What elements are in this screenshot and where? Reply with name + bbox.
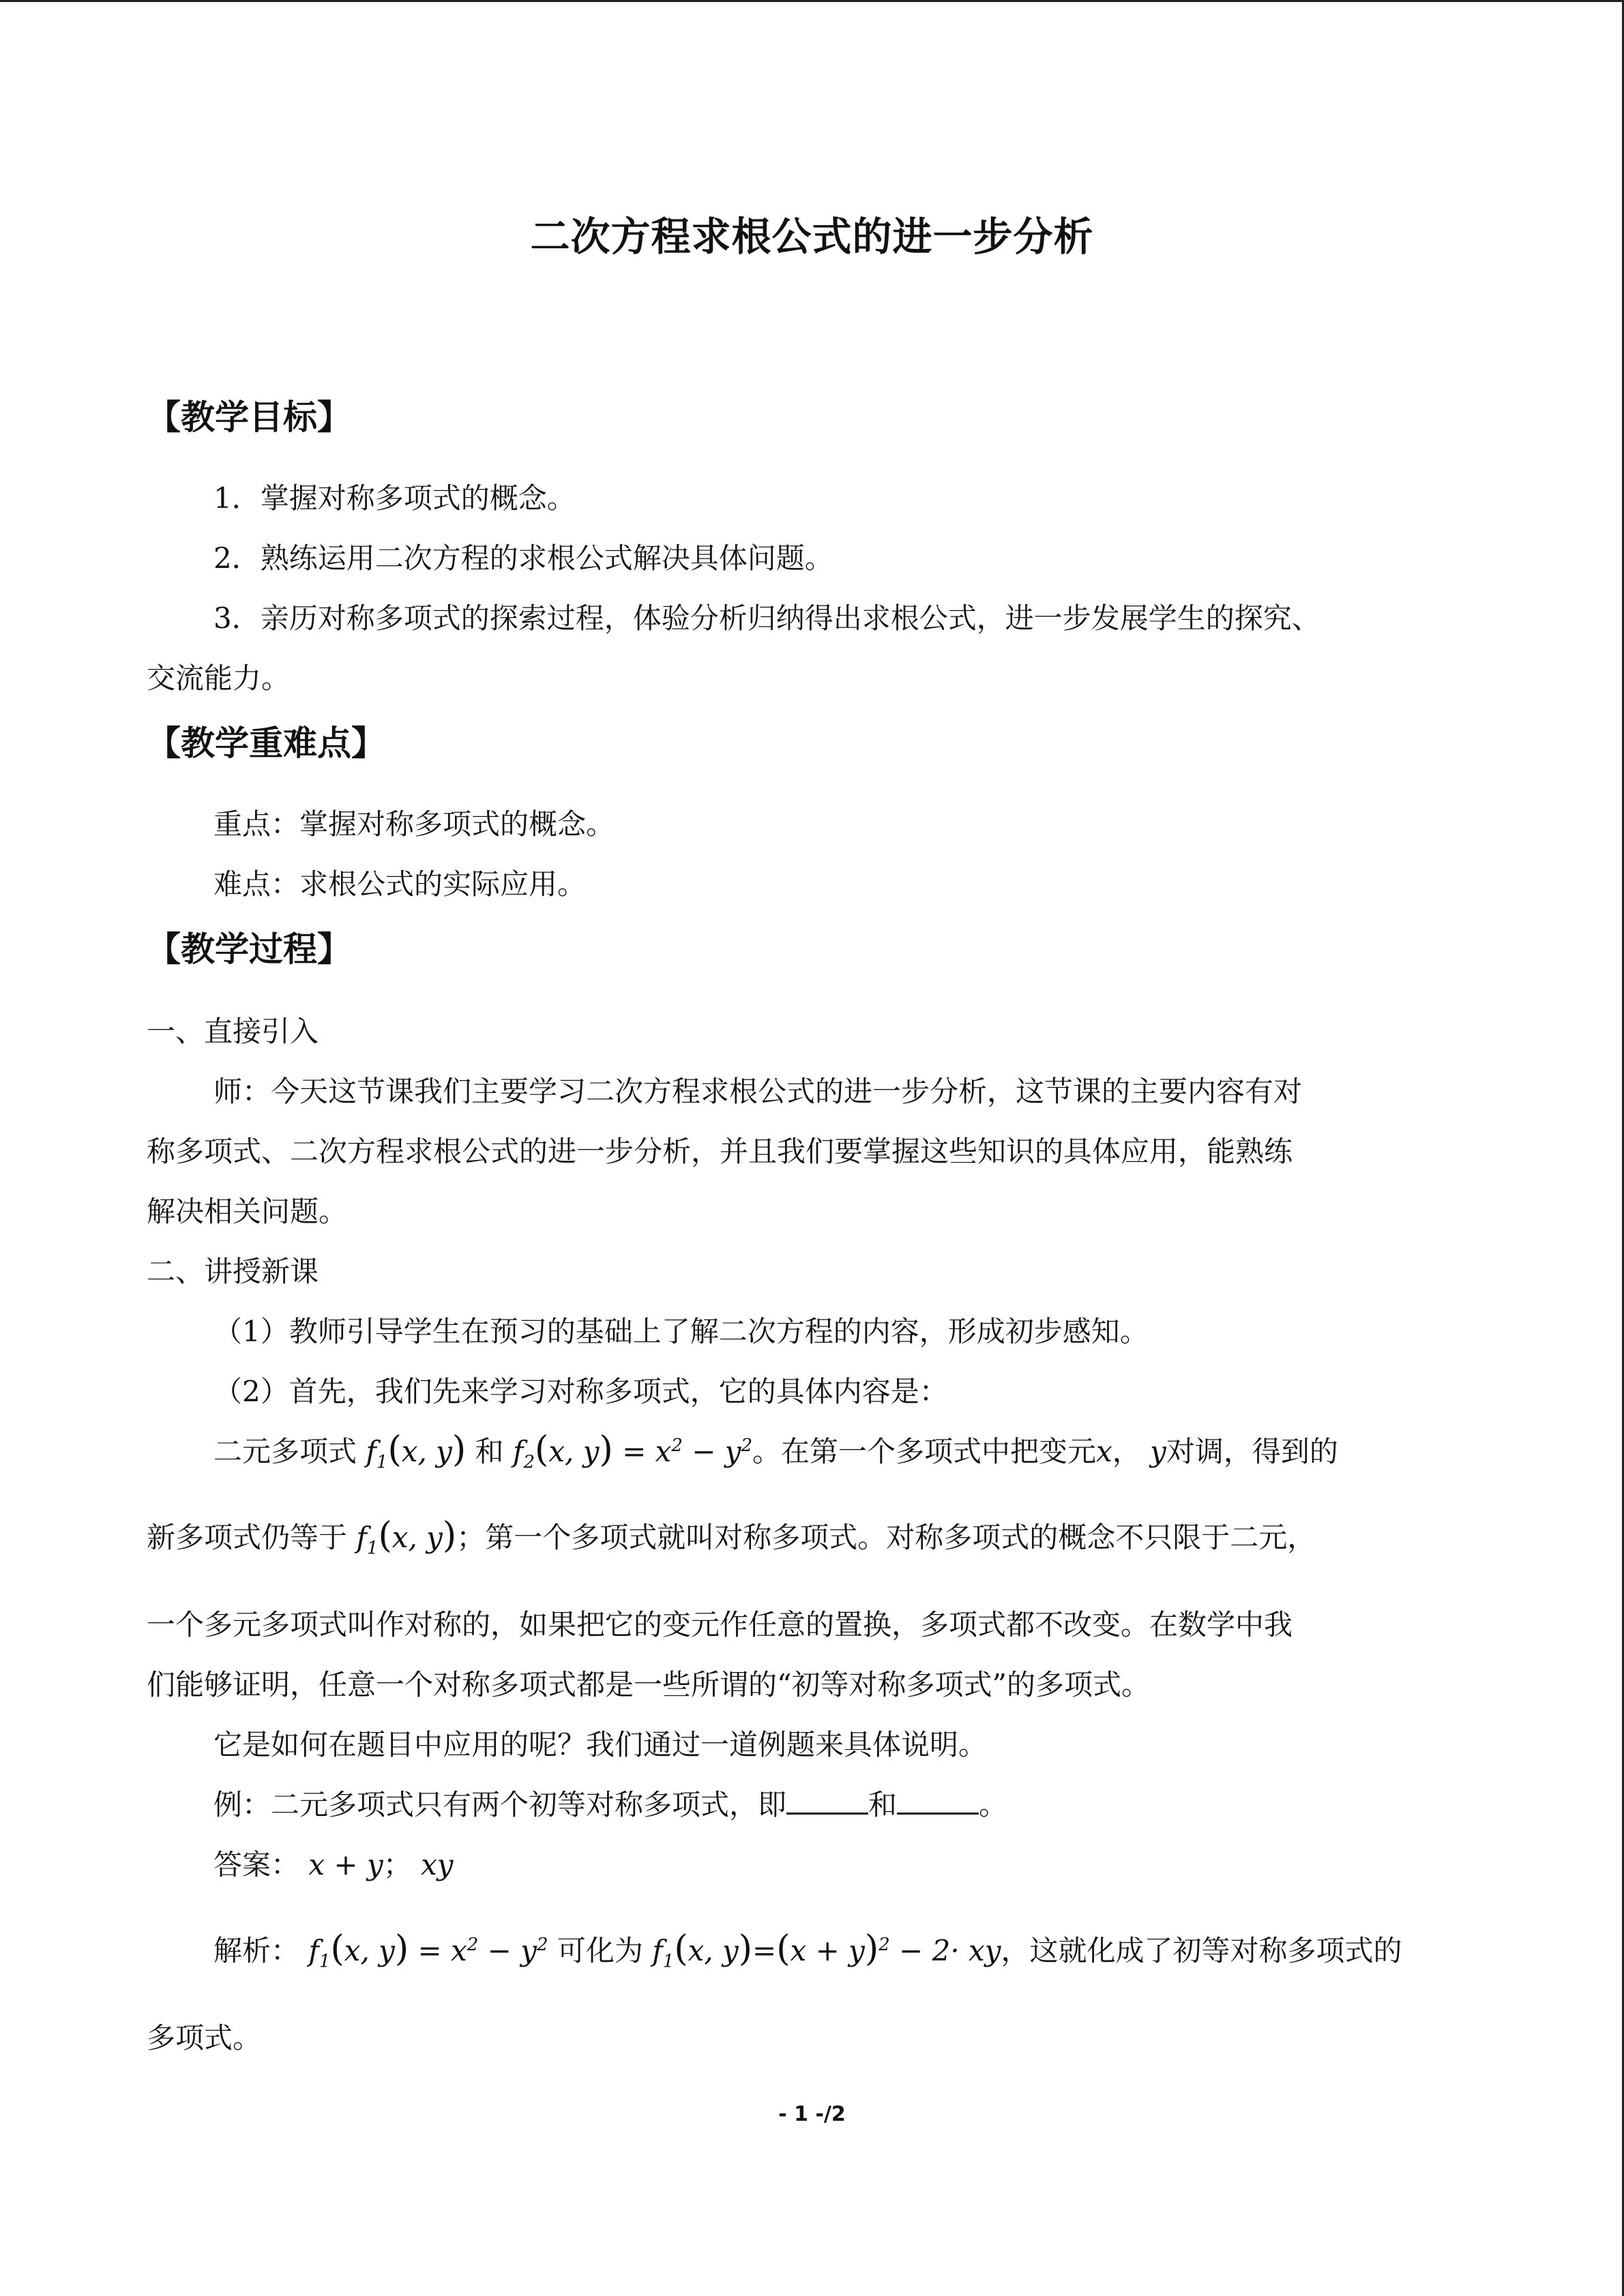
teacher-line-2: 称多项式、二次方程求根公式的进一步分析，并且我们要掌握这些知识的具体应用，能熟练 [147,1135,1293,1168]
definition-line-2 [147,1515,1316,1558]
text-fragment: 例：二元多项式只有两个初等对称多项式，即 [213,1788,787,1821]
text-fragment: 和 [868,1788,898,1821]
example-analysis-cont: 多项式。 [147,2021,262,2055]
variable-y: y [1150,1435,1166,1468]
example-analysis [213,1928,1402,1971]
goal-item-2: 2．熟练运用二次方程的求根公式解决具体问题。 [213,541,833,575]
goal-item-3: 3．亲历对称多项式的探索过程，体验分析归纳得出求根公式，进一步发展学生的探究、 [213,601,1320,635]
lesson-point-2: （2）首先，我们先来学习对称多项式，它的具体内容是： [213,1375,948,1408]
goal-item-3-cont: 交流能力。 [147,661,291,695]
formula-f1: $f_1(x$, y) [366,1429,467,1473]
teacher-line-1: 师：今天这节课我们主要学习二次方程求根公式的进一步分析，这节课的主要内容有对 [213,1075,1303,1108]
page-number: - 1 -/2 [778,2102,846,2126]
formula-f2-definition: $f_2(x$, $y) = x^2 - y^2$ [512,1429,753,1473]
answer-blank-2 [897,1789,979,1815]
text-fragment: ，这就化成了初等对称多项式的 [1001,1934,1402,1967]
answer-blank-1 [786,1789,868,1815]
formula-product: xy [421,1848,454,1881]
text-fragment: 解析： [213,1934,300,1967]
example-question [213,1783,1007,1823]
text-fragment: 二元多项式 [213,1435,357,1468]
text-fragment: 。 [979,1788,1008,1821]
key-point: 重点：掌握对称多项式的概念。 [213,807,615,841]
example-intro: 它是如何在题目中应用的呢？我们通过一道例题来具体说明。 [213,1728,988,1761]
step-new-lesson-heading: 二、讲授新课 [147,1255,319,1288]
page-title: 二次方程求根公式的进一步分析 [530,213,1094,260]
definition-line-4: 们能够证明，任意一个对称多项式都是一些所谓的“初等对称多项式”的多项式。 [147,1668,1150,1701]
lesson-point-1: （1）教师引导学生在预习的基础上了解二次方程的内容，形成初步感知。 [213,1315,1149,1348]
text-fragment: 。在第一个多项式中把变元 [752,1435,1097,1468]
text-fragment: ； [383,1848,412,1881]
text-fragment: ；第一个多项式就叫对称多项式。对称多项式的概念不只限于二元， [456,1521,1316,1554]
formula-sum: x + y [308,1848,383,1881]
text-fragment: 对调，得到的 [1166,1435,1338,1468]
definition-line-1 [213,1429,1338,1472]
teacher-line-3: 解决相关问题。 [147,1195,348,1228]
goal-item-1: 1．掌握对称多项式的概念。 [213,481,576,515]
top-border [0,0,1624,2]
step-intro-heading: 一、直接引入 [147,1015,319,1048]
text-fragment: 答案： [213,1848,300,1881]
section-heading-difficulty: 【教学重难点】 [147,724,385,763]
formula-f1-definition: $f_1(x$, $y) = x^2 - y^2$ [308,1928,548,1972]
formula-f1-transformed: $f_1(x$, $y)=(x + y)^2 - 2\cdot$ xy [652,1928,1001,1972]
section-heading-process: 【教学过程】 [147,929,351,969]
text-fragment: 可化为 [557,1934,643,1967]
text-fragment: 新多项式仍等于 [147,1521,348,1554]
text-fragment: ， [1112,1435,1141,1468]
variable-x: x [1096,1435,1112,1468]
example-answer [213,1843,453,1883]
section-heading-goals: 【教学目标】 [147,398,351,437]
difficult-point: 难点：求根公式的实际应用。 [213,867,587,901]
text-fragment: 和 [475,1435,504,1468]
definition-line-3: 一个多元多项式叫作对称的，如果把它的变元作任意的置换，多项式都不改变。在数学中我 [147,1608,1293,1641]
formula-f1: $f_1(x$, y) [356,1515,457,1559]
